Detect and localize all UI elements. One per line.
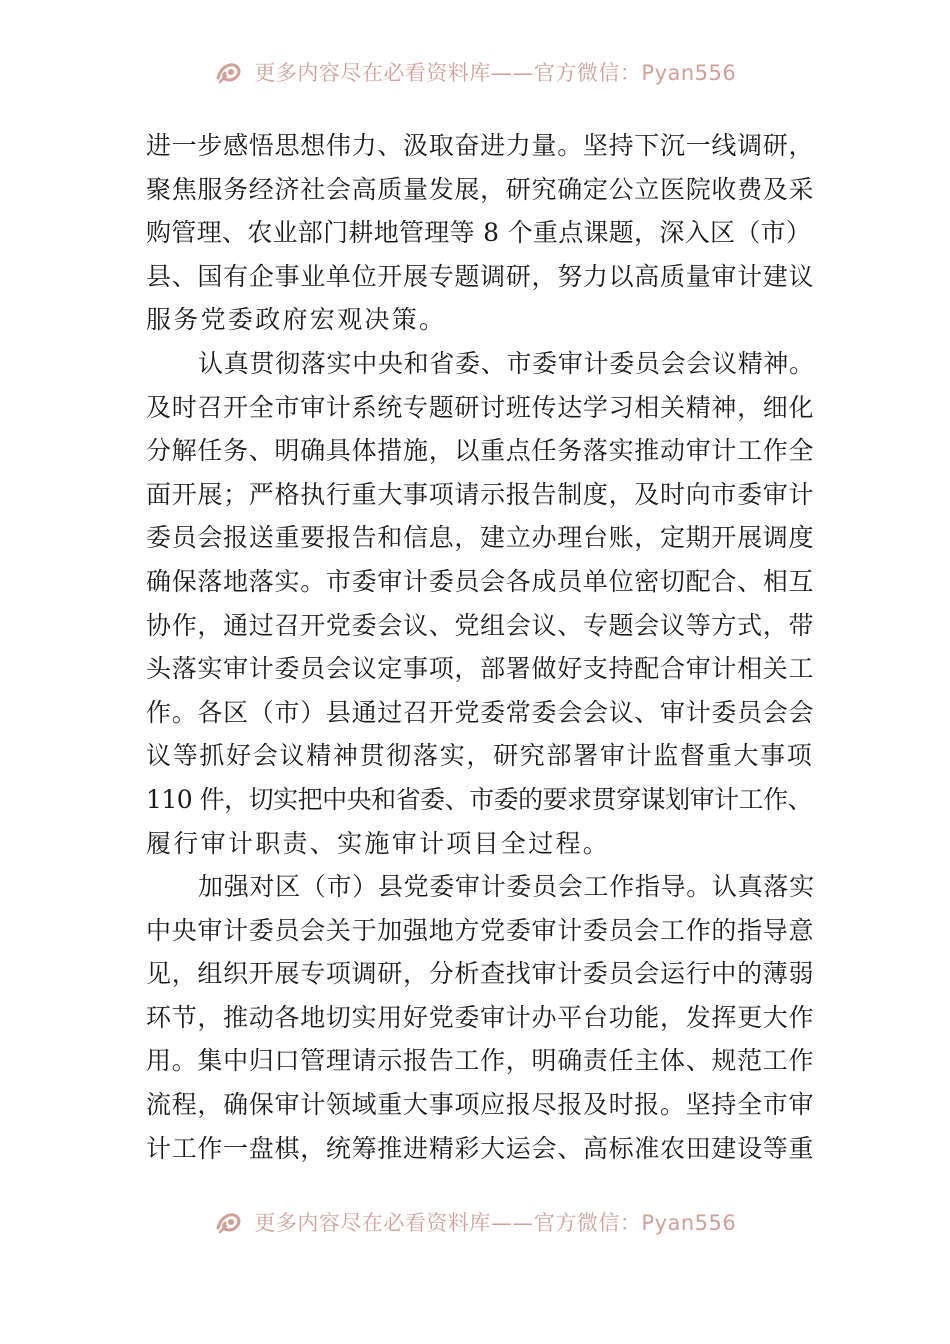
watermark-logo-icon xyxy=(214,58,244,88)
text-line: 分解任务、明确具体措施，以重点任务落实推动审计工作全 xyxy=(146,436,815,466)
text-line: 确保落地落实。市委审计委员会各成员单位密切配合、相互 xyxy=(146,566,815,596)
footer-watermark xyxy=(0,1202,950,1242)
text-line: 议等抓好会议精神贯彻落实，研究部署审计监督重大事项 xyxy=(146,741,814,771)
watermark-logo-icon xyxy=(214,1208,244,1238)
text-line: 进一步感悟思想伟力、汲取奋进力量。坚持下沉一线调研， xyxy=(146,131,815,160)
text-line: 计工作一盘棋，统筹推进精彩大运会、高标准农田建设等重 xyxy=(146,1133,815,1163)
text-line: 委员会报送重要报告和信息，建立办理台账，定期开展调度 xyxy=(146,523,815,553)
text-line: 履行审计职责、实施审计项目全过程。 xyxy=(146,828,611,858)
text-line: 流程，确保审计领域重大事项应报尽报及时报。坚持全市审 xyxy=(146,1090,815,1120)
text-line: 作。各区（市）县通过召开党委常委会会议、审计委员会会 xyxy=(146,697,815,727)
paragraph-1 xyxy=(146,124,816,342)
text-line: 服务党委政府宏观决策。 xyxy=(146,305,447,335)
text-line: 加强对区（市）县党委审计委员会工作指导。认真落实 xyxy=(198,872,815,902)
watermark-text: 更多内容尽在必看资料库——官方微信：Pyan556 xyxy=(254,61,737,85)
text-line: 协作，通过召开党委会议、党组会议、专题会议等方式，带 xyxy=(146,610,815,640)
text-line: 及时召开全市审计系统专题研讨班传达学习相关精神，细化 xyxy=(146,392,815,422)
text-line: 聚焦服务经济社会高质量发展，研究确定公立医院收费及采 xyxy=(146,174,815,204)
text-line: 环节，推动各地切实用好党委审计办平台功能，发挥更大作 xyxy=(146,1002,815,1032)
text-line: 面开展；严格执行重大事项请示报告制度，及时向市委审计 xyxy=(146,479,815,509)
paragraph-3 xyxy=(146,865,816,1170)
text-line: 中央审计委员会关于加强地方党委审计委员会工作的指导意 xyxy=(146,915,815,945)
text-line: 头落实审计委员会议定事项，部署做好支持配合审计相关工 xyxy=(146,654,815,684)
document-body xyxy=(146,124,816,1170)
text-line: 县、国有企事业单位开展专题调研，努力以高质量审计建议 xyxy=(146,261,815,291)
watermark-text: 更多内容尽在必看资料库——官方微信：Pyan556 xyxy=(254,1211,737,1235)
header-watermark xyxy=(0,52,950,92)
text-line: 购管理、农业部门耕地管理等 8 个重点课题，深入区（市） xyxy=(146,218,812,248)
text-line: 见，组织开展专项调研，分析查找审计委员会运行中的薄弱 xyxy=(146,959,815,989)
paragraph-2 xyxy=(146,342,816,865)
text-line: 认真贯彻落实中央和省委、市委审计委员会会议精神。 xyxy=(198,348,815,378)
text-line: 110 件，切实把中央和省委、市委的要求贯穿谋划审计工作、 xyxy=(146,784,813,814)
text-line: 用。集中归口管理请示报告工作，明确责任主体、规范工作 xyxy=(146,1046,815,1076)
